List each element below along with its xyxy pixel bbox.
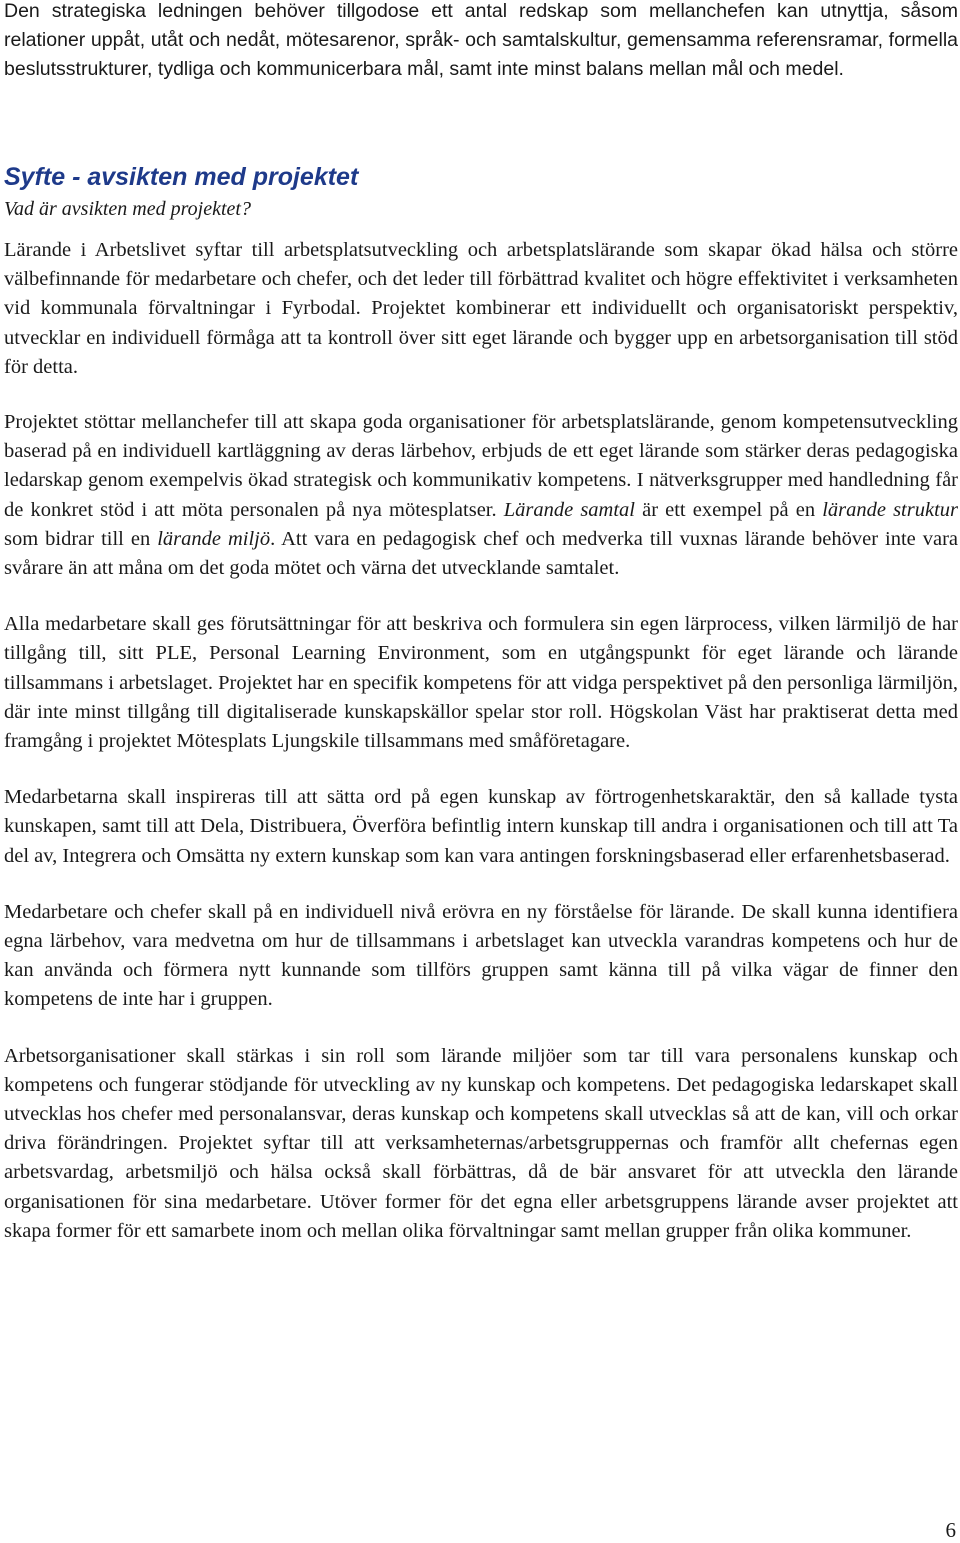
page-number: 6 [945, 1518, 956, 1542]
intro-paragraph: Den strategiska ledningen behöver tillgodose ett antal redskap som mellanchefen kan utnyttja, såsom relationer uppåt, utåt och nedåt, mötesarenor, språk- och samtalskultur, gemensamma referensramar, formella beslutsstrukturer, tydliga och kommunicerbara mål, samt inte minst balans mellan mål och medel. [4, 0, 958, 80]
emphasis-larande-samtal: Lärande samtal [503, 498, 635, 521]
paragraph-2-text-2: är ett exempel på en [635, 498, 823, 521]
paragraph-2-text-1: Projektet stöttar mellanchefer till att skapa goda organisationer för arbetsplatslärande, genom kompetensutveckling baserad på en individuell kartläggning av deras lärbehov, erbjuds de ett eget lärande som stärker deras pedagogiska ledarskap genom exempelvis ökad strategisk och kommunikativ kompetens. I nätverksgrupper med handledning får de konkret stöd i att möta personalen på nya mötesplatser. [4, 411, 958, 521]
body-paragraph-3: Alla medarbetare skall ges förutsättningar för att beskriva och formulera sin egen lärprocess, vilken lärmiljö de har tillgång till, sitt PLE, Personal Learning Environment, som en utgångspunkt för eget lärande och lärande tillsammans i arbetslaget. Projektet har en specifik kompetens för att vidga perspektivet på den personliga lärmiljön, där inte minst tillgång till digitaliserade kunskapskällor spelar stor roll. Högskolan Väst har praktiserat detta med framgång i projektet Mötesplats Ljungskile tillsammans med småföretagare. [4, 613, 958, 753]
paragraph-2-text-3: som bidrar till en [4, 527, 158, 550]
body-paragraph-5: Medarbetare och chefer skall på en individuell nivå erövra en ny förståelse för lärande. De skall kunna identifiera egna lärbehov, vara medvetna om hur de tillsammans i arbetslaget kan utveckla varandras kompetens och hur de kan använda och förmera nytt kunnande som tillförs gruppen samt känna till på vilka vägar de finner den kompetens de inte har i gruppen. [4, 900, 958, 1011]
document-page [4, 0, 958, 1246]
emphasis-larande-struktur: lärande struktur [822, 498, 958, 521]
body-paragraph-1: Lärande i Arbetslivet syftar till arbetsplatsutveckling och arbetsplatslärande som skapar ökad hälsa och större välbefinnande för medarbetare och chefer, och det leder till förbättrad kvalitet och högre effektivitet i verksamheten vid kommunala förvaltningar i Fyrbodal. Projektet kombinerar ett individuellt och organisatoriskt perspektiv, utvecklar en individuell förmåga att ta kontroll över sitt eget lärande och bygger upp en arbetsorganisation till stöd för detta. [4, 239, 958, 378]
body-paragraph-6: Arbetsorganisationer skall stärkas i sin roll som lärande miljöer som tar till vara personalens kunskap och kompetens och fungerar stödjande för utveckling av ny kunskap och kompetens. Det pedagogiska ledarskapet skall utvecklas hos chefer med personalansvar, deras kunskap och kompetens skall utvecklas så att de kan, vill och orkar driva förändringen. Projektet syftar till att verksamheternas/arbetsgruppernas och framför allt chefernas egen arbetsvardag, arbetsmiljö och hälsa också skall förbättras, då de bär ansvaret för att utveckla den lärande organisationen för sina medarbetare. Utöver former för det egna eller arbetsgruppens lärande avser projektet att skapa former för ett samarbete inom och mellan olika förvaltningar samt mellan grupper från olika kommuner. [4, 1044, 958, 1242]
body-paragraph-4: Medarbetarna skall inspireras till att sätta ord på egen kunskap av förtrogenhetskaraktär, den så kallade tysta kunskapen, samt till att Dela, Distribuera, Överföra befintlig intern kunskap till andra i organisationen och till att Ta del av, Integrera och Omsätta ny extern kunskap som kan vara antingen forskningsbaserad eller erfarenhetsbaserad. [4, 786, 958, 867]
section-subtitle: Vad är avsikten med projektet? [4, 198, 251, 220]
body-paragraph-2 [4, 408, 958, 583]
emphasis-larande-miljo: lärande miljö [157, 527, 271, 550]
paragraph-2-text-4: . Att vara en pedagogisk chef och medverka till vuxnas lärande behöver inte vara svårare än att måna om det goda mötet och värna det utvecklande samtalet. [4, 527, 958, 580]
section-title: Syfte - avsikten med projektet [4, 163, 359, 191]
